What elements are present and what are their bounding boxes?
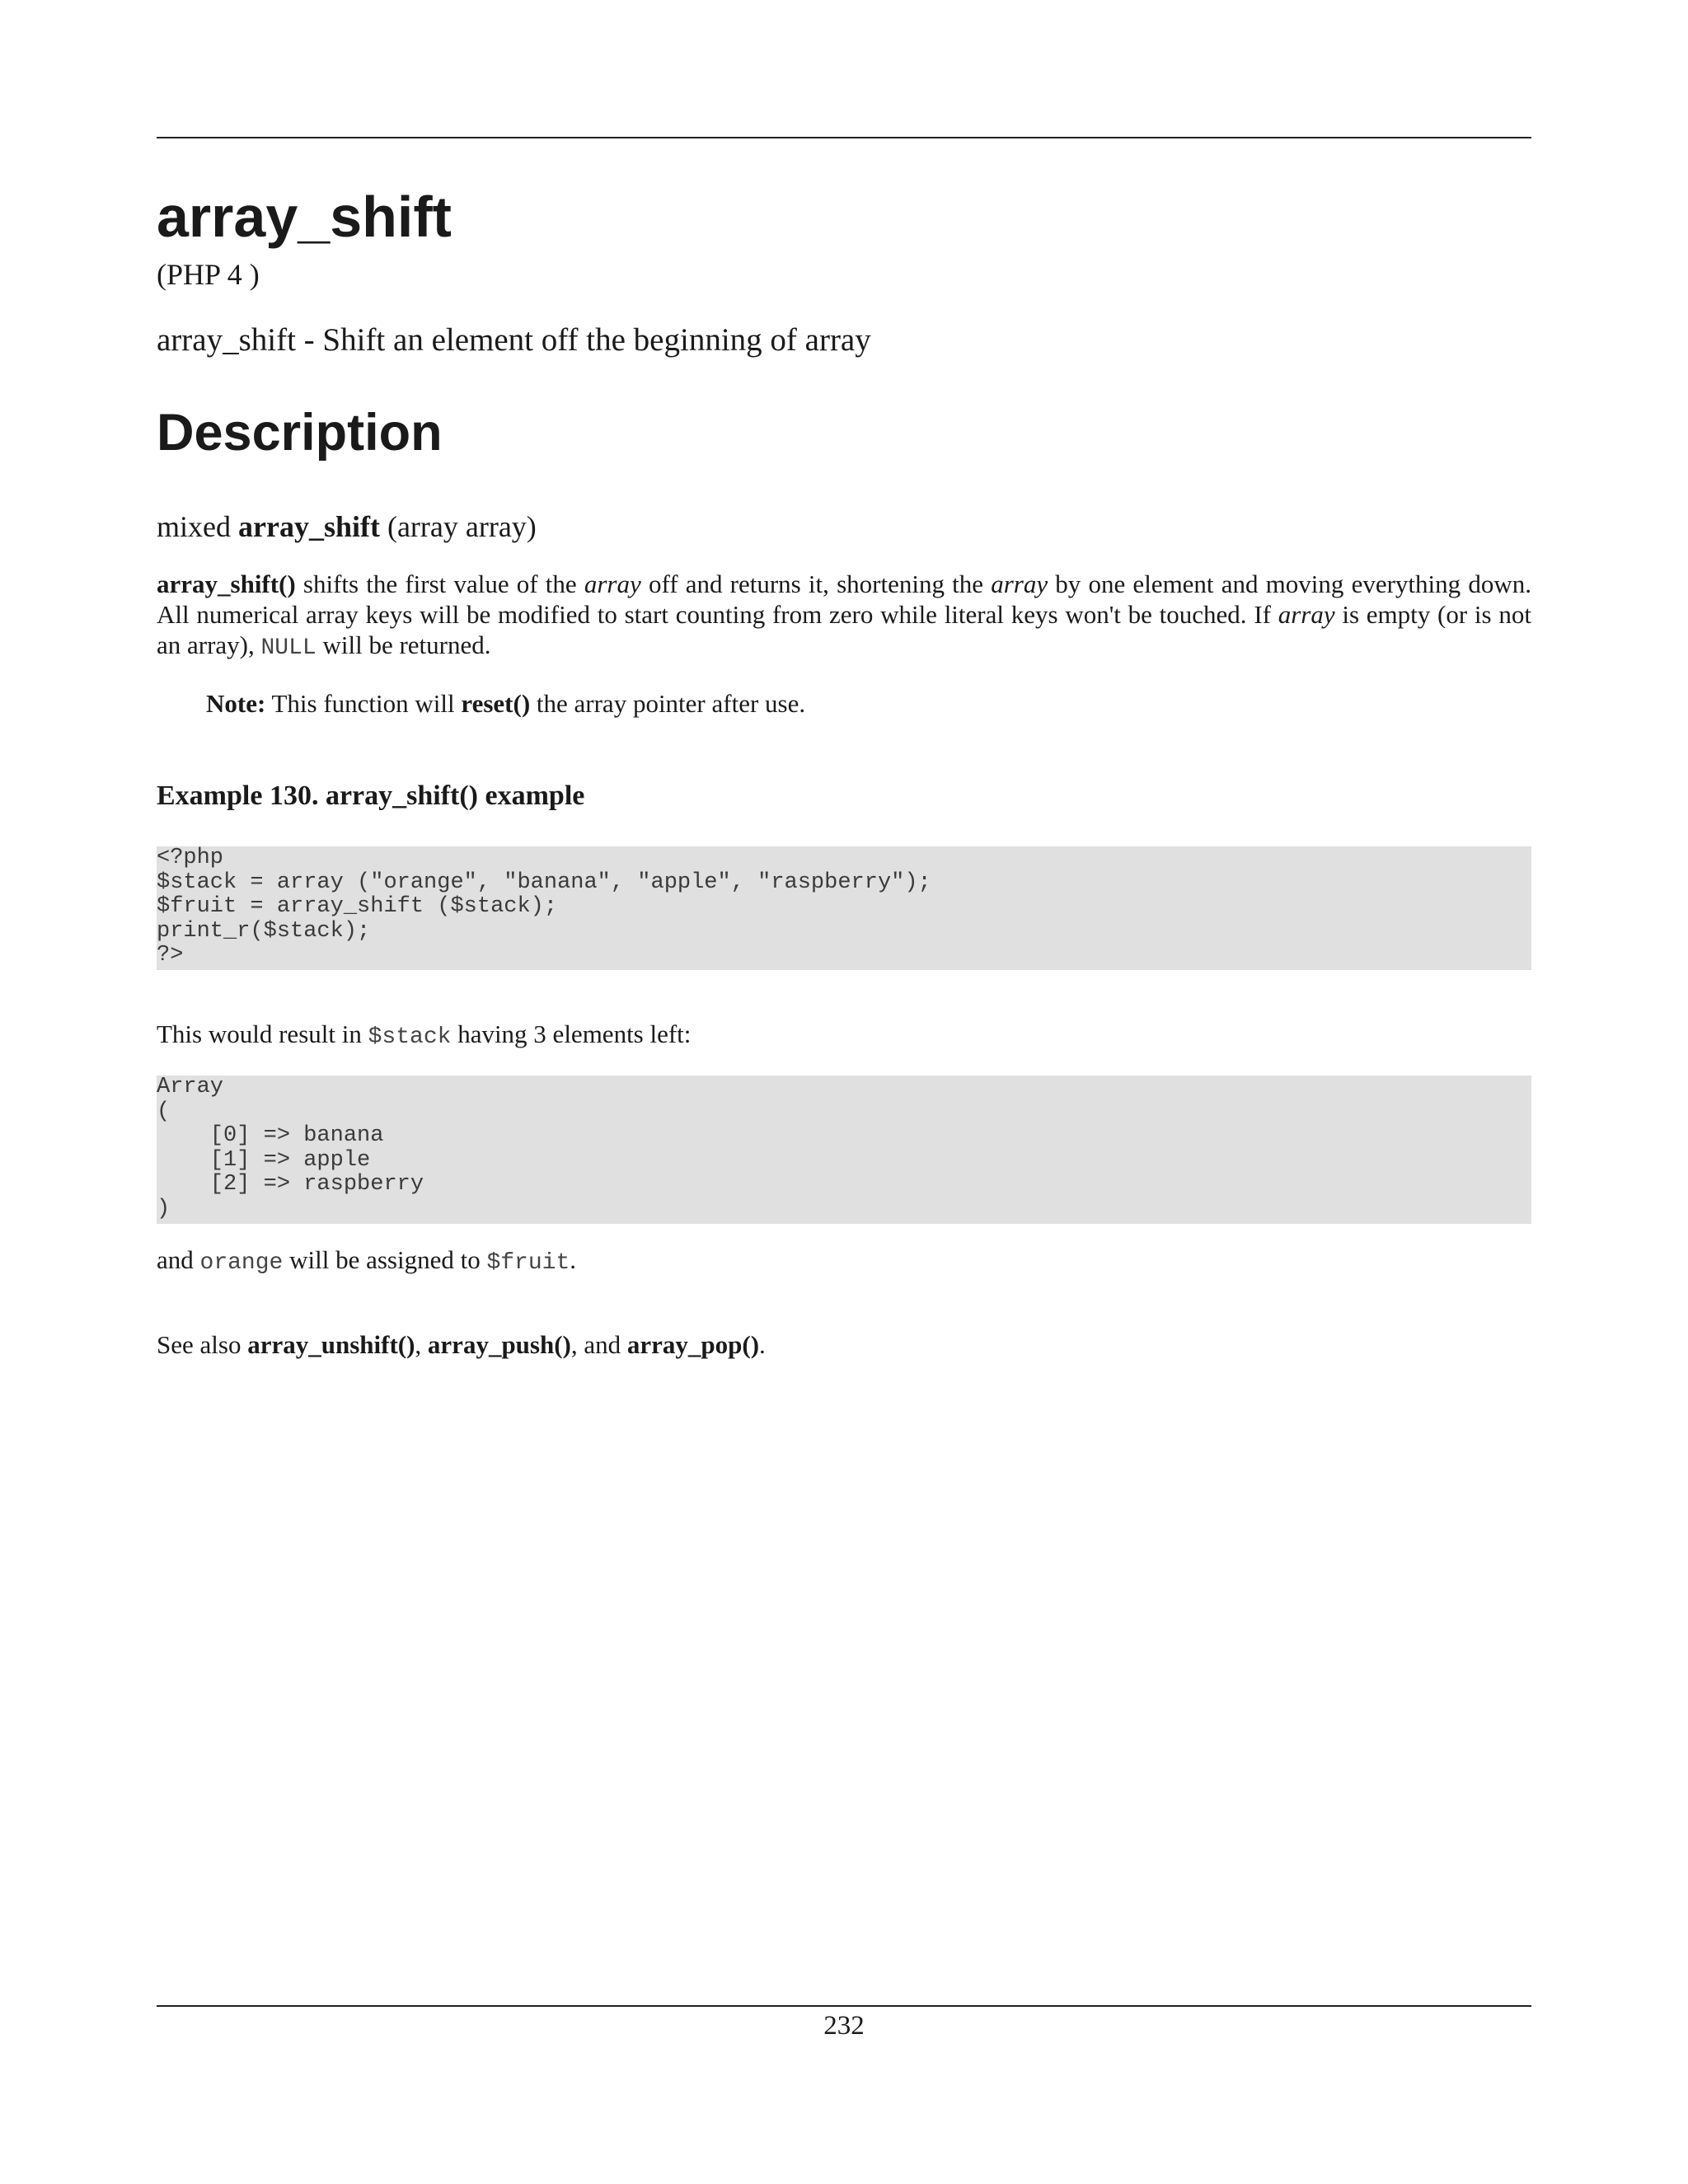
- text-run: off and returns it, shortening the: [640, 569, 992, 598]
- see-also: [157, 1329, 1531, 1360]
- null-constant: NULL: [260, 635, 316, 661]
- text-run: This function will: [265, 689, 462, 718]
- description-heading: Description: [157, 404, 443, 462]
- code-example-block: [157, 846, 1531, 970]
- text-run: ,: [415, 1330, 428, 1359]
- value-ref: orange: [199, 1250, 284, 1276]
- code-line: $stack = array ("orange", "banana", "apple", "raspberry");: [157, 869, 931, 895]
- text-run: .: [759, 1330, 766, 1359]
- link-array-unshift[interactable]: array_unshift(): [247, 1330, 415, 1359]
- result-after: [157, 1244, 1531, 1278]
- code-line: <?php: [157, 846, 224, 870]
- example-title: Example 130. array_shift() example: [157, 780, 585, 811]
- page-title: array_shift: [157, 185, 452, 249]
- synopsis-return-type: mixed: [157, 510, 231, 543]
- note-label: Note:: [206, 689, 266, 718]
- function-synopsis: [157, 509, 537, 544]
- function-ref: array_shift(): [157, 569, 296, 598]
- output-line: [1] => apple: [157, 1147, 371, 1173]
- document-page: [157, 0, 1531, 2184]
- variable-ref: $stack: [368, 1024, 452, 1050]
- text-run: having 3 elements left:: [451, 1019, 692, 1048]
- output-line: [2] => raspberry: [157, 1172, 424, 1197]
- text-run: by one element and moving everything down. All numerical array keys will be modified to start counting from zero while literal keys won't be touched. If: [157, 569, 1531, 629]
- footer-rule: [157, 2005, 1531, 2007]
- function-ref: reset(): [461, 689, 531, 718]
- param-ref: array: [1278, 600, 1335, 629]
- param-ref: array: [991, 569, 1048, 598]
- variable-ref: $fruit: [486, 1250, 570, 1276]
- text-run: .: [570, 1245, 577, 1274]
- header-rule: [157, 137, 1531, 138]
- code-line: ?>: [157, 943, 184, 968]
- output-line: ): [157, 1196, 171, 1221]
- output-block: [157, 1076, 1531, 1224]
- description-paragraph: [157, 569, 1531, 663]
- text-run: This would result in: [157, 1019, 368, 1048]
- output-line: [0] => banana: [157, 1123, 384, 1148]
- synopsis-params: (array array): [387, 510, 537, 543]
- text-run: will be assigned to: [283, 1245, 487, 1274]
- output-line: (: [157, 1099, 171, 1124]
- page-number: 232: [823, 2011, 865, 2041]
- link-array-pop[interactable]: array_pop(): [626, 1330, 760, 1359]
- text-run: the array pointer after use.: [530, 689, 806, 718]
- text-run: shifts the first value of the: [295, 569, 584, 598]
- text-run: and: [157, 1245, 200, 1274]
- output-line: Array: [157, 1075, 224, 1099]
- note-block: [206, 689, 805, 719]
- link-array-push[interactable]: array_push(): [427, 1330, 571, 1359]
- code-line: $fruit = array_shift ($stack);: [157, 894, 558, 919]
- text-run: , and: [570, 1330, 627, 1359]
- text-run: will be returned.: [316, 630, 491, 659]
- result-intro: [157, 1019, 1531, 1052]
- version-info: (PHP 4 ): [157, 258, 260, 291]
- text-run: See also: [157, 1330, 248, 1359]
- param-ref: array: [584, 569, 641, 598]
- code-line: print_r($stack);: [157, 918, 371, 944]
- function-purpose: array_shift - Shift an element off the beginning of array: [157, 322, 871, 358]
- text-run: is empty (or is not an array),: [157, 600, 1531, 659]
- synopsis-function-name: array_shift: [237, 510, 380, 543]
